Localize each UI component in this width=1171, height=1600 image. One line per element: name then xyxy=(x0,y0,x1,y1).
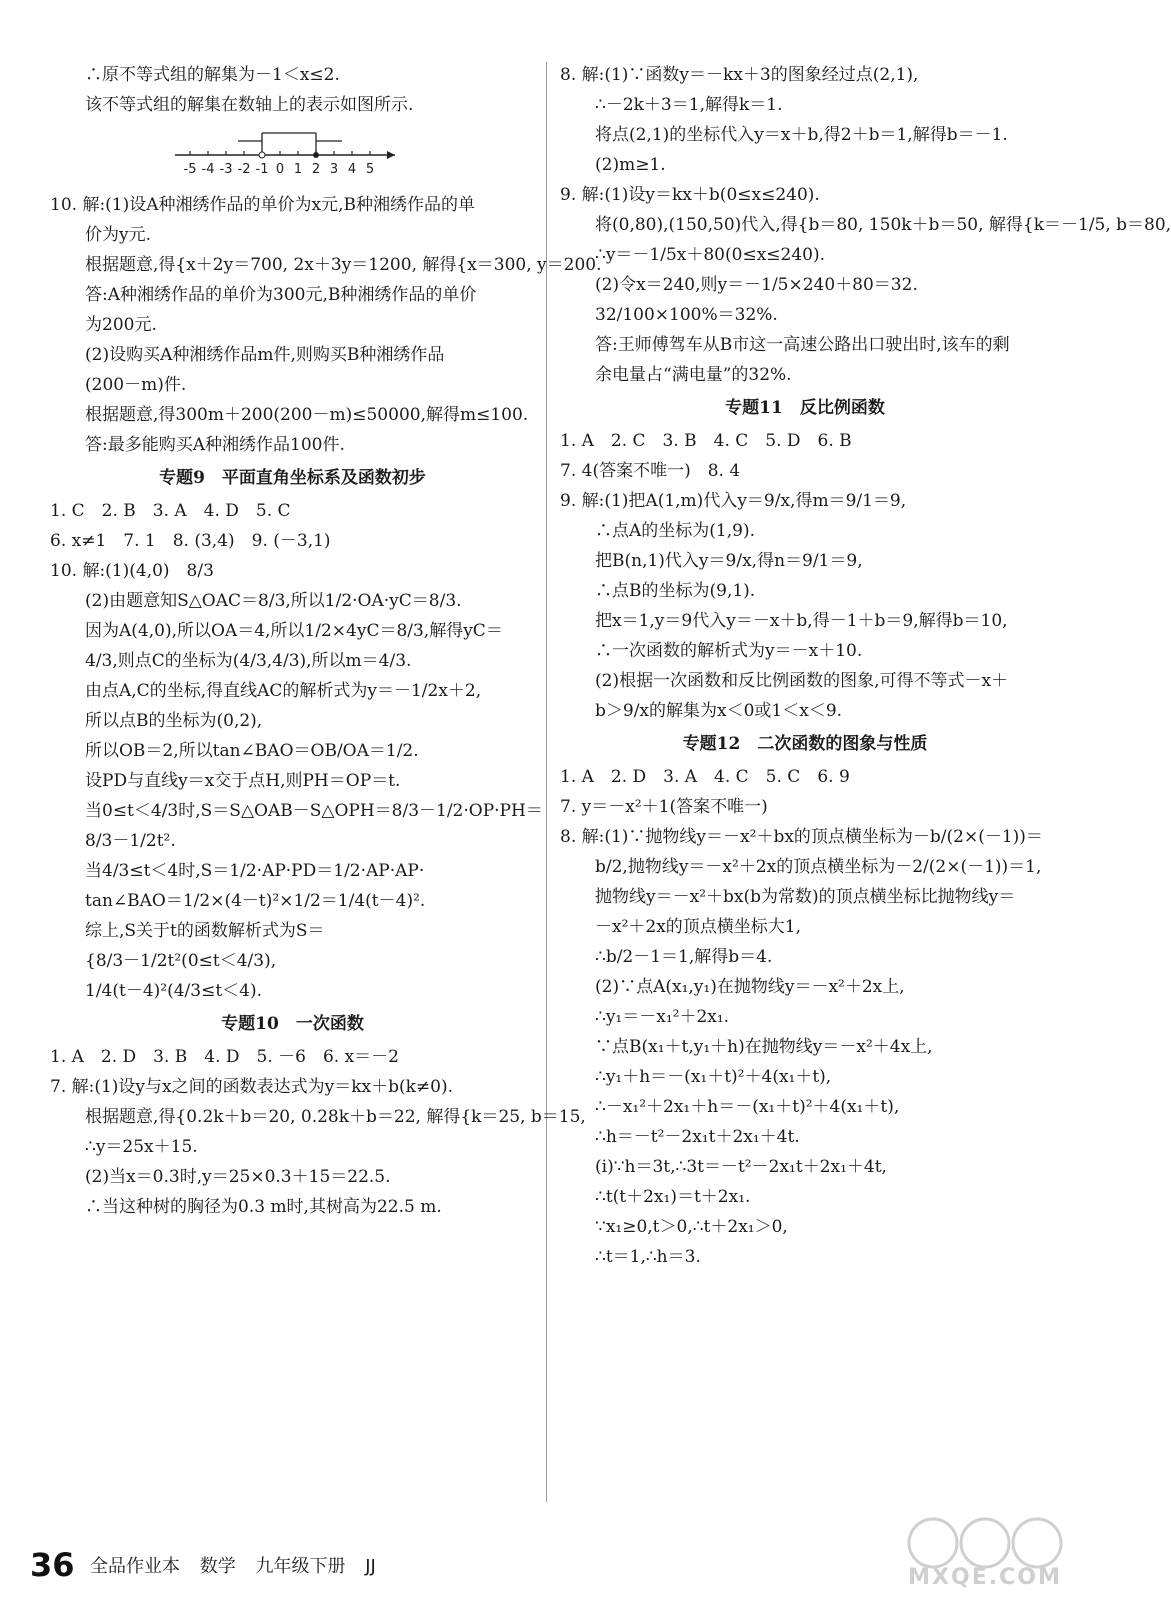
tick-label: 2 xyxy=(311,162,321,177)
text-line: b/2,抛物线y＝－x²＋2x的顶点横坐标为－2/(2×(－1))＝1, xyxy=(595,857,1042,877)
text-line: (2)令x＝240,则y＝－1/5×240＋80＝32. xyxy=(595,275,918,295)
text-line: (2)当x＝0.3时,y＝25×0.3＋15＝22.5. xyxy=(85,1167,391,1187)
text-line: 将点(2,1)的坐标代入y＝x＋b,得2＋b＝1,解得b＝－1. xyxy=(595,125,1008,145)
text-line: 答:王师傅驾车从B市这一高速公路出口驶出时,该车的剩 xyxy=(595,335,1010,355)
question-line: 7. 解:(1)设y与x之间的函数表达式为y＝kx＋b(k≠0). xyxy=(50,1077,454,1097)
answer-line: 1. A 2. D 3. A 4. C 5. C 6. 9 xyxy=(560,767,850,787)
text-line: 所以OB＝2,所以tan∠BAO＝OB/OA＝1/2. xyxy=(85,741,419,761)
text-line: 为200元. xyxy=(85,315,157,335)
watermark-text: MXQE.COM xyxy=(908,1565,1062,1590)
text-line: ∴y＝－1/5x＋80(0≤x≤240). xyxy=(595,245,826,265)
text-line: ∴点A的坐标为(1,9). xyxy=(595,521,755,541)
equation-system-line: 根据题意,得{0.2k＋b＝20, 0.28k＋b＝22, 解得{k＝25, b＝15, xyxy=(85,1107,586,1127)
section-title-9: 专题9 平面直角坐标系及函数初步 xyxy=(159,468,426,488)
text-line: (2)∵点A(x₁,y₁)在抛物线y＝－x²＋2x上, xyxy=(595,977,905,997)
text-line: 余电量占“满电量”的32%. xyxy=(595,365,792,385)
text-line: 价为y元. xyxy=(85,225,152,245)
open-endpoint xyxy=(259,152,265,158)
text-line: (2)设购买A种湘绣作品m件,则购买B种湘绣作品 xyxy=(85,345,445,365)
right-column xyxy=(560,60,1171,1272)
number-line-figure xyxy=(50,120,535,190)
text-line: －x²＋2x的顶点横坐标大1, xyxy=(595,917,802,937)
piecewise-line: 1/4(t－4)²(4/3≤t＜4). xyxy=(85,981,263,1001)
text-line: 32/100×100%＝32%. xyxy=(595,305,778,325)
number-line-svg xyxy=(50,120,535,190)
watermark-logo xyxy=(905,1515,1065,1595)
tick-label: 3 xyxy=(329,162,339,177)
text-line: 因为A(4,0),所以OA＝4,所以1/2×4yC＝8/3,解得yC＝ xyxy=(85,621,503,641)
text-line: 设PD与直线y＝x交于点H,则PH＝OP＝t. xyxy=(85,771,401,791)
text-line: 抛物线y＝－x²＋bx(b为常数)的顶点横坐标比抛物线y＝ xyxy=(595,887,1016,907)
tick-label: 4 xyxy=(347,162,357,177)
text-line: 把x＝1,y＝9代入y＝－x＋b,得－1＋b＝9,解得b＝10, xyxy=(595,611,1008,631)
text-line: ∵点B(x₁＋t,y₁＋h)在抛物线y＝－x²＋4x上, xyxy=(595,1037,933,1057)
section-title-10: 专题10 一次函数 xyxy=(221,1014,364,1034)
text-line: (200－m)件. xyxy=(85,375,187,395)
answer-line: 1. A 2. C 3. B 4. C 5. D 6. B xyxy=(560,431,852,451)
text-line: 当0≤t＜4/3时,S＝S△OAB－S△OPH＝8/3－1/2·OP·PH＝ xyxy=(85,801,543,821)
text-line: 答:最多能购买A种湘绣作品100件. xyxy=(85,435,345,455)
text-line: ∴t(t＋2x₁)＝t＋2x₁. xyxy=(595,1187,751,1207)
text-line: b＞9/x的解集为x＜0或1＜x＜9. xyxy=(595,701,843,721)
text-line: 当4/3≤t＜4时,S＝1/2·AP·PD＝1/2·AP·AP· xyxy=(85,861,425,881)
page-footer xyxy=(30,1545,550,1589)
text-line: ∴点B的坐标为(9,1). xyxy=(595,581,756,601)
text-line: ∴b/2－1＝1,解得b＝4. xyxy=(595,947,773,967)
tick-label: 0 xyxy=(275,162,285,177)
book-title: 全品作业本 xyxy=(90,1556,180,1577)
text-line: 由点A,C的坐标,得直线AC的解析式为y＝－1/2x＋2, xyxy=(85,681,482,701)
text-line: ∴一次函数的解析式为y＝－x＋10. xyxy=(595,641,863,661)
edition: JJ xyxy=(365,1556,376,1577)
text-line: ∴原不等式组的解集为－1＜x≤2. xyxy=(85,65,340,85)
book-info xyxy=(90,1553,390,1581)
text-line: (i)∵h＝3t,∴3t＝－t²－2x₁t＋2x₁＋4t, xyxy=(595,1157,887,1177)
text-line: ∴t＝1,∴h＝3. xyxy=(595,1247,701,1267)
answer-line: 7. 4(答案不唯一) 8. 4 xyxy=(560,461,741,481)
watermark-icon xyxy=(905,1515,1065,1570)
equation-system-line: 将(0,80),(150,50)代入,得{b＝80, 150k＋b＝50, 解得{k＝－1/5, b＝80, xyxy=(595,215,1171,235)
text-line: ∴y₁＋h＝－(x₁＋t)²＋4(x₁＋t), xyxy=(595,1067,832,1087)
text-line: 把B(n,1)代入y＝9/x,得n＝9/1＝9, xyxy=(595,551,863,571)
subject: 数学 xyxy=(199,1556,236,1577)
section-title-12: 专题12 二次函数的图象与性质 xyxy=(682,734,928,754)
question-line: 9. 解:(1)把A(1,m)代入y＝9/x,得m＝9/1＝9, xyxy=(560,491,907,511)
text-line: 8/3－1/2t². xyxy=(85,831,176,851)
grade: 九年级下册 xyxy=(255,1556,346,1577)
tick-label: -4 xyxy=(201,162,215,177)
section-title-11: 专题11 反比例函数 xyxy=(725,398,885,418)
tick-label: -2 xyxy=(237,162,251,177)
text-line: (2)m≥1. xyxy=(595,155,666,175)
tick-label: -5 xyxy=(183,162,197,177)
text-line: 4/3,则点C的坐标为(4/3,4/3),所以m＝4/3. xyxy=(85,651,412,671)
question-line: 10. 解:(1)(4,0) 8/3 xyxy=(50,561,214,581)
question-line: 8. 解:(1)∵函数y＝－kx＋3的图象经过点(2,1), xyxy=(560,65,919,85)
text-line: ∴y₁＝－x₁²＋2x₁. xyxy=(595,1007,730,1027)
tick-label: 1 xyxy=(293,162,303,177)
answer-line: 1. C 2. B 3. A 4. D 5. C xyxy=(50,501,291,521)
question-line: 8. 解:(1)∵抛物线y＝－x²＋bx的顶点横坐标为－b/(2×(－1))＝ xyxy=(560,827,1043,847)
text-line: ∴当这种树的胸径为0.3 m时,其树高为22.5 m. xyxy=(85,1197,442,1217)
text-line: ∴－2k＋3＝1,解得k＝1. xyxy=(595,95,783,115)
page-number: 36 xyxy=(30,1545,82,1585)
piecewise-line: {8/3－1/2t²(0≤t＜4/3), xyxy=(85,951,277,971)
text-line: 综上,S关于t的函数解析式为S＝ xyxy=(85,921,325,941)
answer-line: 7. y＝－x²＋1(答案不唯一) xyxy=(560,797,768,817)
tick-label: -3 xyxy=(219,162,233,177)
text-line: ∵x₁≥0,t＞0,∴t＋2x₁＞0, xyxy=(595,1217,788,1237)
text-line: 该不等式组的解集在数轴上的表示如图所示. xyxy=(85,95,414,115)
text-line: ∴－x₁²＋2x₁＋h＝－(x₁＋t)²＋4(x₁＋t), xyxy=(595,1097,900,1117)
text-line: (2)由题意知S△OAC＝8/3,所以1/2·OA·yC＝8/3. xyxy=(85,591,462,611)
text-line: tan∠BAO＝1/2×(4－t)²×1/2＝1/4(t－4)². xyxy=(85,891,426,911)
left-column xyxy=(50,60,602,1222)
answer-line: 6. x≠1 7. 1 8. (3,4) 9. (－3,1) xyxy=(50,531,331,551)
text-line: ∴y＝25x＋15. xyxy=(85,1137,198,1157)
text-line: ∴h＝－t²－2x₁t＋2x₁＋4t. xyxy=(595,1127,800,1147)
question-line: 9. 解:(1)设y＝kx＋b(0≤x≤240). xyxy=(560,185,820,205)
equation-system-line: 根据题意,得{x＋2y＝700, 2x＋3y＝1200, 解得{x＝300, y＝200. xyxy=(85,255,602,275)
tick-label: -1 xyxy=(255,162,269,177)
text-line: 所以点B的坐标为(0,2), xyxy=(85,711,263,731)
question-10-line: 10. 解:(1)设A种湘绣作品的单价为x元,B种湘绣作品的单 xyxy=(50,195,476,215)
text-line: (2)根据一次函数和反比例函数的图象,可得不等式－x＋ xyxy=(595,671,1009,691)
tick-label: 5 xyxy=(365,162,375,177)
answer-line: 1. A 2. D 3. B 4. D 5. －6 6. x＝－2 xyxy=(50,1047,399,1067)
closed-endpoint xyxy=(313,152,319,158)
text-line: 答:A种湘绣作品的单价为300元,B种湘绣作品的单价 xyxy=(85,285,477,305)
axis-arrow xyxy=(387,151,395,159)
text-line: 根据题意,得300m＋200(200－m)≤50000,解得m≤100. xyxy=(85,405,529,425)
